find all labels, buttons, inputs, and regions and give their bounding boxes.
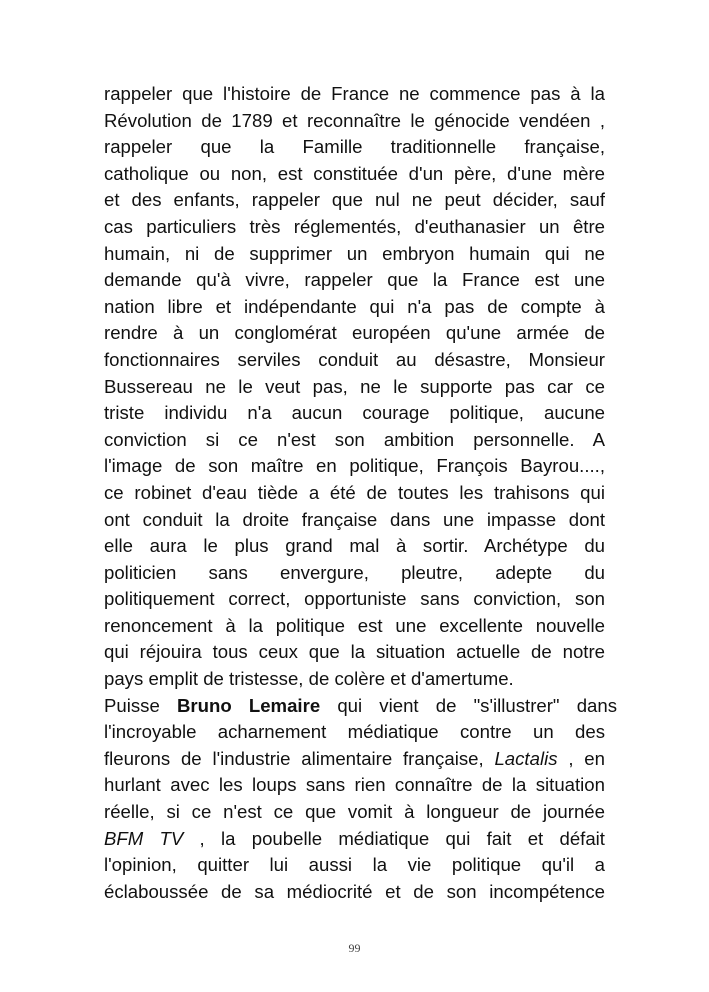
company-name: Lactalis: [494, 747, 558, 769]
text-line: éclaboussée de sa médiocrité et de son incompétence: [104, 880, 605, 902]
text-line: humain, ni de supprimer un embryon humain qui ne: [104, 242, 605, 264]
text-line: fonctionnaires serviles conduit au désastre, Monsieur: [104, 348, 605, 370]
channel-name: BFM TV: [104, 827, 184, 849]
text-line: [104, 746, 605, 773]
text-line: hurlant avec les loups sans rien connaître de la situation: [104, 774, 605, 796]
text-run: , la poubelle médiatique qui fait et défait: [183, 827, 605, 849]
text-line: pays emplit de tristesse, de colère et d'amertume.: [104, 668, 514, 690]
text-line: l'incroyable acharnement médiatique contre un des: [104, 721, 605, 743]
text-run: Puisse: [104, 694, 177, 716]
text-line: rappeler que la Famille traditionnelle française,: [104, 136, 605, 158]
person-name: Bruno Lemaire: [176, 694, 321, 716]
text-line: conviction si ce n'est son ambition personnelle. A: [104, 428, 605, 450]
text-line: l'image de son maître en politique, François Bayrou....,: [104, 455, 605, 477]
text-line: rappeler que l'histoire de France ne commence pas à la: [104, 83, 605, 104]
text-line: et des enfants, rappeler que nul ne peut décider, sauf: [104, 189, 605, 211]
text-line: Révolution de 1789 et reconnaître le génocide vendéen ,: [104, 109, 605, 131]
text-line: qui réjouira tous ceux que la situation actuelle de notre: [104, 641, 605, 663]
text-line: elle aura le plus grand mal à sortir. Archétype du: [104, 535, 605, 557]
text-run: qui vient de "s'illustrer" dans: [320, 694, 617, 716]
text-line: triste individu n'a aucun courage politique, aucune: [104, 402, 605, 424]
text-line: ont conduit la droite française dans une impasse dont: [104, 508, 605, 530]
text-line: Bussereau ne le veut pas, ne le supporte pas car ce: [104, 375, 605, 397]
text-line: l'opinion, quitter lui aussi la vie politique qu'il a: [104, 854, 605, 876]
text-line: [104, 693, 617, 720]
text-line: ce robinet d'eau tiède a été de toutes les trahisons qui: [104, 481, 605, 503]
text-line: nation libre et indépendante qui n'a pas de compte à: [104, 295, 605, 317]
page-number: 99: [348, 941, 361, 955]
text-line: cas particuliers très réglementés, d'euthanasier un être: [104, 215, 605, 237]
text-line: réelle, si ce n'est ce que vomit à longueur de journée: [104, 801, 605, 823]
text-line: demande qu'à vivre, rappeler que la France est une: [104, 269, 605, 291]
text-line: [104, 826, 605, 853]
text-run: , en: [557, 747, 605, 769]
text-line: politicien sans envergure, pleutre, adepte du: [104, 561, 605, 583]
body-text: [104, 81, 617, 905]
text-line: rendre à un conglomérat européen qu'une armée de: [104, 322, 605, 344]
text-line: renoncement à la politique est une excellente nouvelle: [104, 614, 605, 636]
text-run: fleurons de l'industrie alimentaire française,: [104, 747, 495, 769]
text-line: politiquement correct, opportuniste sans conviction, son: [104, 588, 605, 610]
text-line: catholique ou non, est constituée d'un père, d'une mère: [104, 162, 605, 184]
